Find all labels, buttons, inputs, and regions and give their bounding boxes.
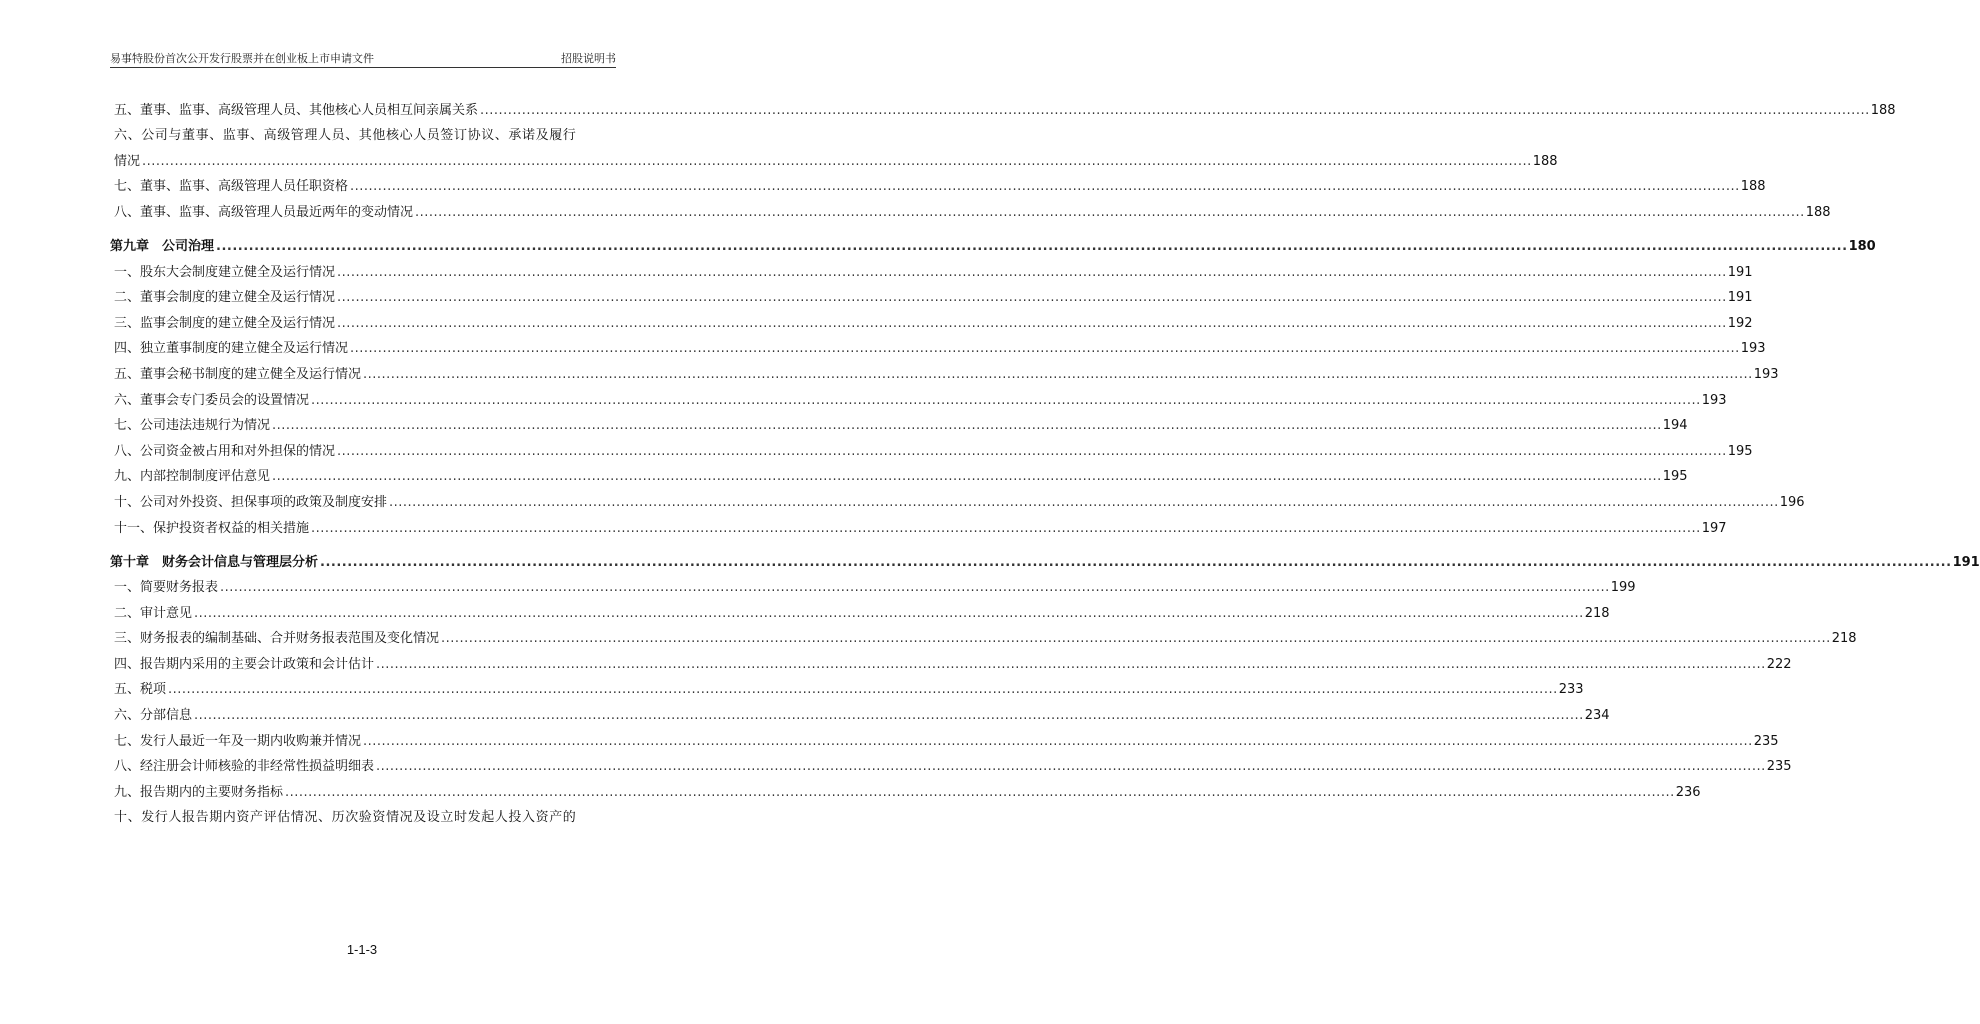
toc-page-number: 196 — [1779, 494, 1805, 510]
toc-chapter-entry[interactable] — [110, 536, 1980, 570]
toc-page-number: 233 — [1558, 682, 1584, 698]
toc-entry[interactable] — [110, 92, 1896, 118]
toc-page-number: 235 — [1766, 759, 1792, 775]
toc-leader-dots: ............................................................................................................................................................................................................................................................................................................ — [376, 759, 1766, 775]
toc-entry[interactable] — [110, 356, 1779, 382]
toc-leader-dots: ............................................................................................................................................................................................................................................................................................................ — [441, 631, 1831, 647]
toc-entry[interactable] — [110, 749, 1792, 775]
toc-leader-dots: ............................................................................................................................................................................................................................................................................................................ — [415, 204, 1805, 220]
toc-entry-title: 八、公司资金被占用和对外担保的情况 — [114, 443, 336, 459]
running-header — [110, 50, 616, 68]
toc-entry-title: 九、内部控制制度评估意见 — [114, 469, 271, 485]
toc-entry[interactable] — [110, 646, 1792, 672]
toc-page-number: 218 — [1584, 605, 1610, 621]
toc-leader-dots: ............................................................................................................................................................................................................................................................................................................ — [194, 605, 1584, 621]
toc-entry-title: 一、股东大会制度建立健全及运行情况 — [114, 264, 336, 280]
toc-entry-title: 五、董事、监事、高级管理人员、其他核心人员相互间亲属关系 — [114, 102, 479, 118]
toc-entry[interactable] — [110, 254, 1753, 280]
toc-leader-dots: ............................................................................................................................................................................................................................................................................................................ — [337, 443, 1727, 459]
toc-entry-title: 二、审计意见 — [114, 605, 193, 621]
toc-entry-title: 三、财务报表的编制基础、合并财务报表范围及变化情况 — [114, 631, 440, 647]
toc-entry-title: 九、报告期内的主要财务指标 — [114, 784, 284, 800]
toc-page-number: 197 — [1701, 520, 1727, 536]
toc-page-number: 222 — [1766, 656, 1792, 672]
page-number: 1-1-3 — [346, 942, 378, 957]
toc-entry[interactable] — [110, 595, 1610, 621]
toc-page-number: 194 — [1662, 418, 1688, 434]
toc-leader-dots: ............................................................................................................................................................................................................................................................................................................ — [311, 392, 1701, 408]
toc-page-number: 191 — [1952, 554, 1980, 570]
toc-entry-title: 七、发行人最近一年及一期内收购兼并情况 — [114, 733, 362, 749]
toc-page-number: 188 — [1805, 204, 1831, 220]
toc-page-number: 218 — [1831, 631, 1857, 647]
toc-entry-title: 七、公司违法违规行为情况 — [114, 418, 271, 434]
toc-entry[interactable] — [110, 433, 1753, 459]
toc-leader-dots: ............................................................................................................................................................................................................................................................................................................ — [285, 784, 1675, 800]
toc-entry[interactable] — [110, 800, 616, 826]
toc-entry[interactable] — [110, 484, 1805, 510]
toc-page-number: 193 — [1753, 366, 1779, 382]
header-divider — [110, 67, 616, 68]
toc-page-number: 191 — [1727, 264, 1753, 280]
toc-leader-dots: ............................................................................................................................................................................................................................................................................................................ — [363, 366, 1753, 382]
toc-entry[interactable] — [110, 382, 1727, 408]
toc-leader-dots: ............................................................................................................................................................................................................................................................................................................ — [272, 418, 1662, 434]
toc-page-number: 199 — [1610, 580, 1636, 596]
toc-entry-title: 八、经注册会计师核验的非经常性损益明细表 — [114, 759, 375, 775]
toc-page-number: 234 — [1584, 708, 1610, 724]
toc-entry-title: 第九章 公司治理 — [110, 238, 215, 254]
toc-entry[interactable] — [110, 331, 1766, 357]
toc-entry-title: 八、董事、监事、高级管理人员最近两年的变动情况 — [114, 204, 414, 220]
toc-page-number: 192 — [1727, 315, 1753, 331]
toc-entry[interactable] — [110, 169, 1766, 195]
toc-entry-title: 四、独立董事制度的建立健全及运行情况 — [114, 341, 349, 357]
toc-entry[interactable] — [110, 510, 1727, 536]
toc-entry-title: 二、董事会制度的建立健全及运行情况 — [114, 290, 336, 306]
toc-entry-title: 五、税项 — [114, 682, 167, 698]
toc-page-number: 235 — [1753, 733, 1779, 749]
toc-leader-dots: ............................................................................................................................................................................................................................................................................................................ — [194, 708, 1584, 724]
toc-entry-title: 六、公司与董事、监事、高级管理人员、其他核心人员签订协议、承诺及履行 — [114, 128, 577, 144]
toc-page-number: 195 — [1662, 469, 1688, 485]
toc-entry-title: 五、董事会秘书制度的建立健全及运行情况 — [114, 366, 362, 382]
toc-leader-dots: ............................................................................................................................................................................................................................................................................................................ — [142, 153, 1532, 169]
toc-page-number: 191 — [1727, 290, 1753, 306]
toc-entry[interactable] — [110, 672, 1584, 698]
toc-entry-title: 十、公司对外投资、担保事项的政策及制度安排 — [114, 494, 388, 510]
toc-entry-title: 七、董事、监事、高级管理人员任职资格 — [114, 179, 349, 195]
toc-entry-title: 情况 — [114, 153, 141, 169]
toc-leader-dots: ............................................................................................................................................................................................................................................................................................................ — [350, 341, 1740, 357]
toc-entry-title: 一、简要财务报表 — [114, 580, 219, 596]
toc-entry[interactable] — [110, 723, 1779, 749]
toc-page-number: 188 — [1870, 102, 1896, 118]
toc-leader-dots: ............................................................................................................................................................................................................................................................................................................ — [363, 733, 1753, 749]
toc-leader-dots: ............................................................................................................................................................................................................................................................................................................ — [389, 494, 1779, 510]
toc-entry[interactable] — [110, 459, 1688, 485]
toc-entry-title: 四、报告期内采用的主要会计政策和会计估计 — [114, 656, 375, 672]
toc-entry-title: 十一、保护投资者权益的相关措施 — [114, 520, 310, 536]
toc-entry-title: 三、监事会制度的建立健全及运行情况 — [114, 315, 336, 331]
toc-entry[interactable] — [110, 194, 1831, 220]
toc-page-number: 193 — [1701, 392, 1727, 408]
toc-entry-title: 第十章 财务会计信息与管理层分析 — [110, 554, 319, 570]
toc-leader-dots: ............................................................................................................................................................................................................................................................................................................ — [337, 290, 1727, 306]
toc-page-number: 180 — [1848, 238, 1876, 254]
toc-entry[interactable] — [110, 621, 1857, 647]
toc-entry[interactable] — [110, 697, 1610, 724]
toc-leader-dots: ............................................................................................................................................................................................................................................................................................................ — [350, 179, 1740, 195]
table-of-contents — [110, 92, 1980, 826]
toc-leader-dots: ............................................................................................................................................................................................................................................................................................................ — [480, 102, 1870, 118]
toc-leader-dots: ............................................................................................................................................................................................................................................................................................................ — [337, 315, 1727, 331]
toc-page-number: 195 — [1727, 443, 1753, 459]
toc-leader-dots: ............................................................................................................................................................................................................................................................................................................ — [216, 238, 1848, 254]
toc-entry[interactable] — [110, 118, 616, 144]
toc-leader-dots: ............................................................................................................................................................................................................................................................................................................ — [168, 682, 1558, 698]
toc-leader-dots: ............................................................................................................................................................................................................................................................................................................ — [311, 520, 1701, 536]
toc-page-number: 188 — [1532, 153, 1558, 169]
toc-leader-dots: ............................................................................................................................................................................................................................................................................................................ — [272, 469, 1662, 485]
toc-leader-dots: ............................................................................................................................................................................................................................................................................................................ — [220, 580, 1610, 596]
toc-entry[interactable] — [110, 570, 1636, 596]
toc-entry[interactable] — [110, 143, 1558, 169]
toc-entry[interactable] — [110, 408, 1688, 434]
toc-leader-dots: ............................................................................................................................................................................................................................................................................................................ — [376, 656, 1766, 672]
toc-entry[interactable] — [110, 774, 1701, 800]
toc-page-number: 193 — [1740, 341, 1766, 357]
toc-leader-dots: ............................................................................................................................................................................................................................................................................................................ — [320, 554, 1952, 570]
toc-leader-dots: ............................................................................................................................................................................................................................................................................................................ — [337, 264, 1727, 280]
toc-entry-title: 六、董事会专门委员会的设置情况 — [114, 392, 310, 408]
toc-entry-title: 六、分部信息 — [114, 708, 193, 724]
toc-entry[interactable] — [110, 305, 1753, 331]
header-document-type: 招股说明书 — [561, 52, 616, 65]
toc-page-number: 236 — [1675, 784, 1701, 800]
toc-page-number: 188 — [1740, 179, 1766, 195]
toc-entry-title: 十、发行人报告期内资产评估情况、历次验资情况及设立时发起人投入资产的 — [114, 810, 577, 826]
toc-entry[interactable] — [110, 280, 1753, 306]
header-document-title: 易事特股份首次公开发行股票并在创业板上市申请文件 — [110, 52, 374, 65]
toc-chapter-entry[interactable] — [110, 220, 1876, 254]
